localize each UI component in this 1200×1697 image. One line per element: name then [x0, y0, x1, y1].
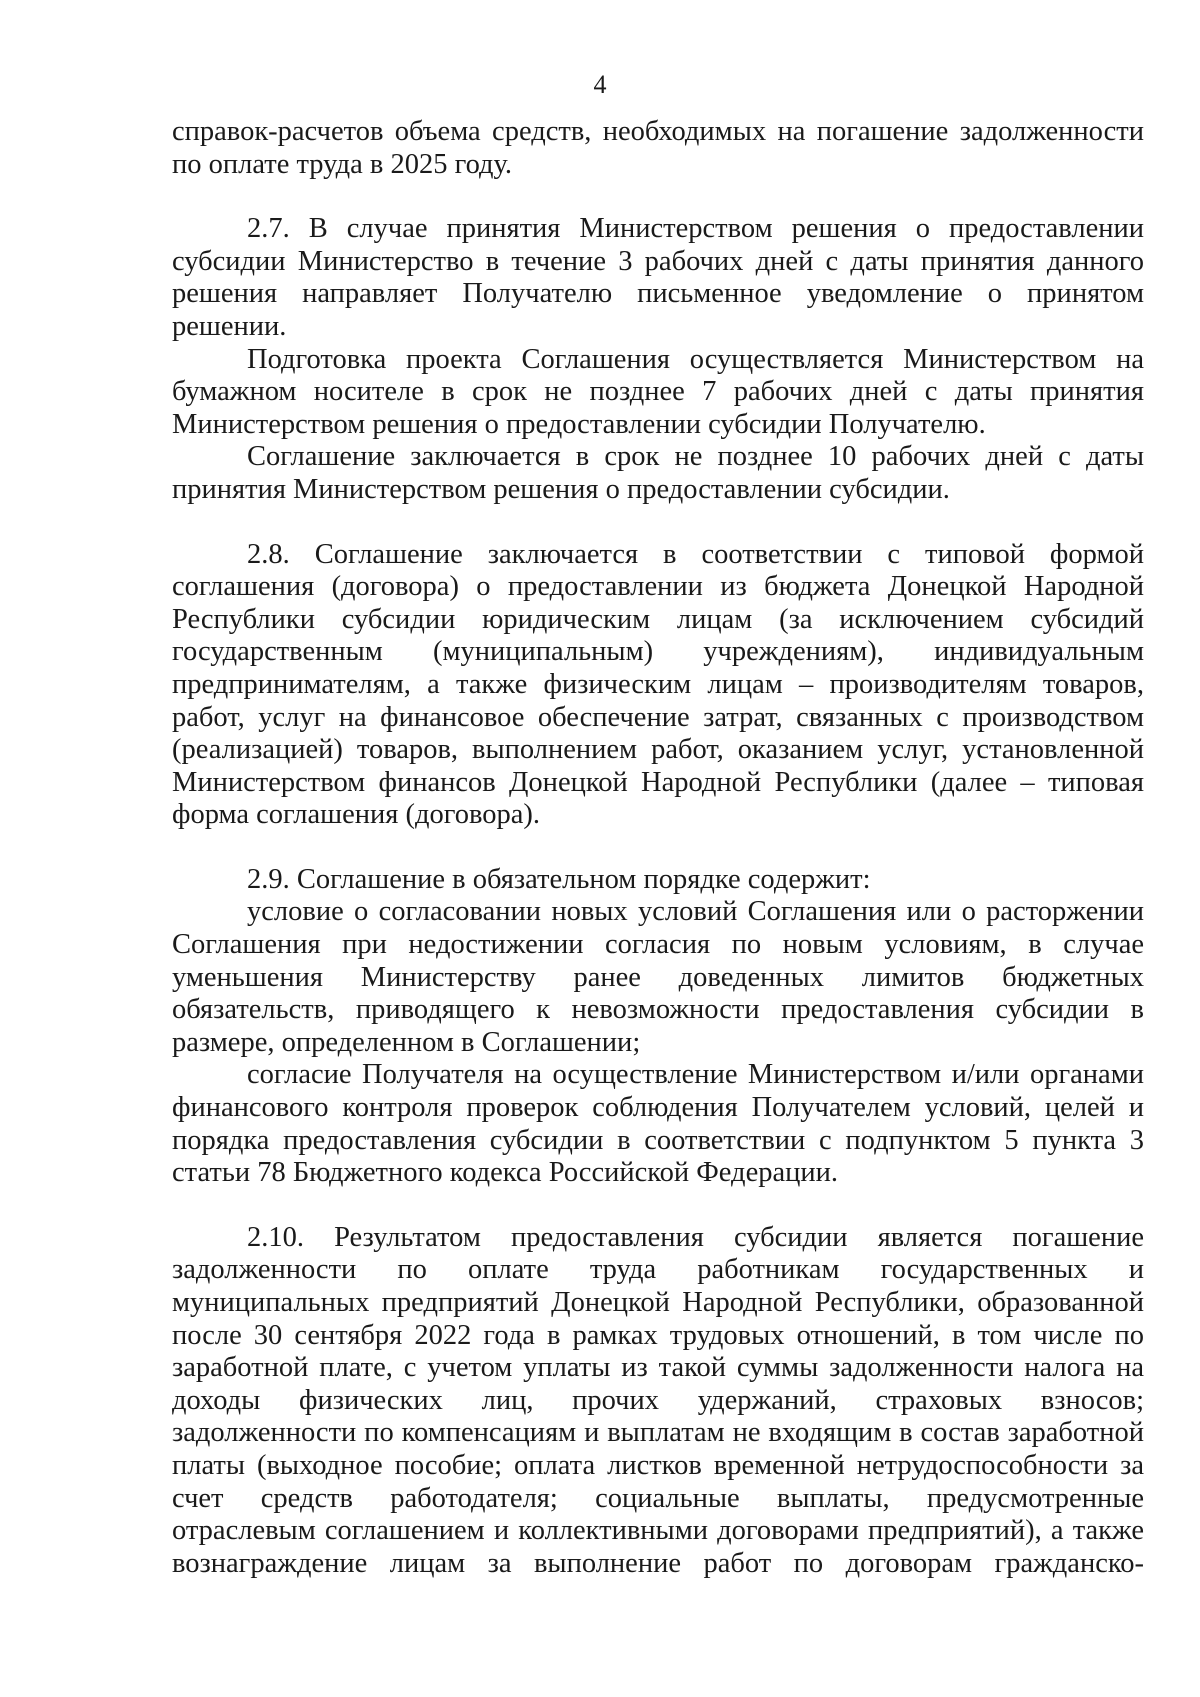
paragraph-condition-renegotiation: условие о согласовании новых условий Соглашения или о расторжении Соглашения при недостижении согласия по новым условиям, в случае уменьшения Министерству ранее доведенных лимитов бюджетных обязательств, приводящего к невозможности предоставления субсидии в размере, определенном в Соглашении;	[172, 896, 1144, 1058]
paragraph-2-9: 2.9. Соглашение в обязательном порядке содержит:	[247, 863, 871, 895]
document-body	[172, 116, 1144, 1580]
paragraph-agreement-preparation: Подготовка проекта Соглашения осуществляется Министерством на бумажном носителе в срок не позднее 7 рабочих дней с даты принятия Министерством решения о предоставлении субсидии Получателю.	[172, 343, 1144, 440]
paragraph-continuation: справок-расчетов объема средств, необходимых на погашение задолженности по оплате труда в 2025 году.	[172, 116, 1144, 180]
paragraph-2-10: 2.10. Результатом предоставления субсидии является погашение задолженности по оплате труда работникам государственных и муниципальных предприятий Донецкой Народной Республики, образованной после 30 сентября 2022 года в рамках трудовых отношений, в том числе по заработной плате, с учетом уплаты из такой суммы задолженности налога на доходы физических лиц, прочих удержаний, страховых взносов; задолженности по компенсациям и выплатам не входящим в состав заработной платы (выходное пособие; оплата листков временной нетрудоспособности за счет средств работодателя; социальные выплаты, предусмотренные отраслевым соглашением и коллективными договорами предприятий), а также вознаграждение лицам за выполнение работ по договорам гражданско-	[172, 1221, 1144, 1579]
paragraph-2-8: 2.8. Соглашение заключается в соответствии с типовой формой соглашения (договора) о предоставлении из бюджета Донецкой Народной Республики субсидии юридическим лицам (за исключением субсидий государственным (муниципальным) учреждениям), индивидуальным предпринимателям, а также физическим лицам – производителям товаров, работ, услуг на финансовое обеспечение затрат, связанных с производством (реализацией) товаров, выполнением работ, оказанием услуг, установленной Министерством финансов Донецкой Народной Республики (далее – типовая форма соглашения (договора).	[172, 538, 1144, 831]
paragraph-consent-inspections: согласие Получателя на осуществление Министерством и/или органами финансового контроля проверок соблюдения Получателем условий, целей и порядка предоставления субсидии в соответствии с подпунктом 5 пункта 3 статьи 78 Бюджетного кодекса Российской Федерации.	[172, 1059, 1144, 1189]
page-number: 4	[593, 70, 607, 99]
paragraph-agreement-deadline: Соглашение заключается в срок не позднее 10 рабочих дней с даты принятия Министерством решения о предоставлении субсидии.	[172, 441, 1144, 505]
paragraph-2-7: 2.7. В случае принятия Министерством решения о предоставлении субсидии Министерство в течение 3 рабочих дней с даты принятия данного решения направляет Получателю письменное уведомление о принятом решении.	[172, 213, 1144, 342]
